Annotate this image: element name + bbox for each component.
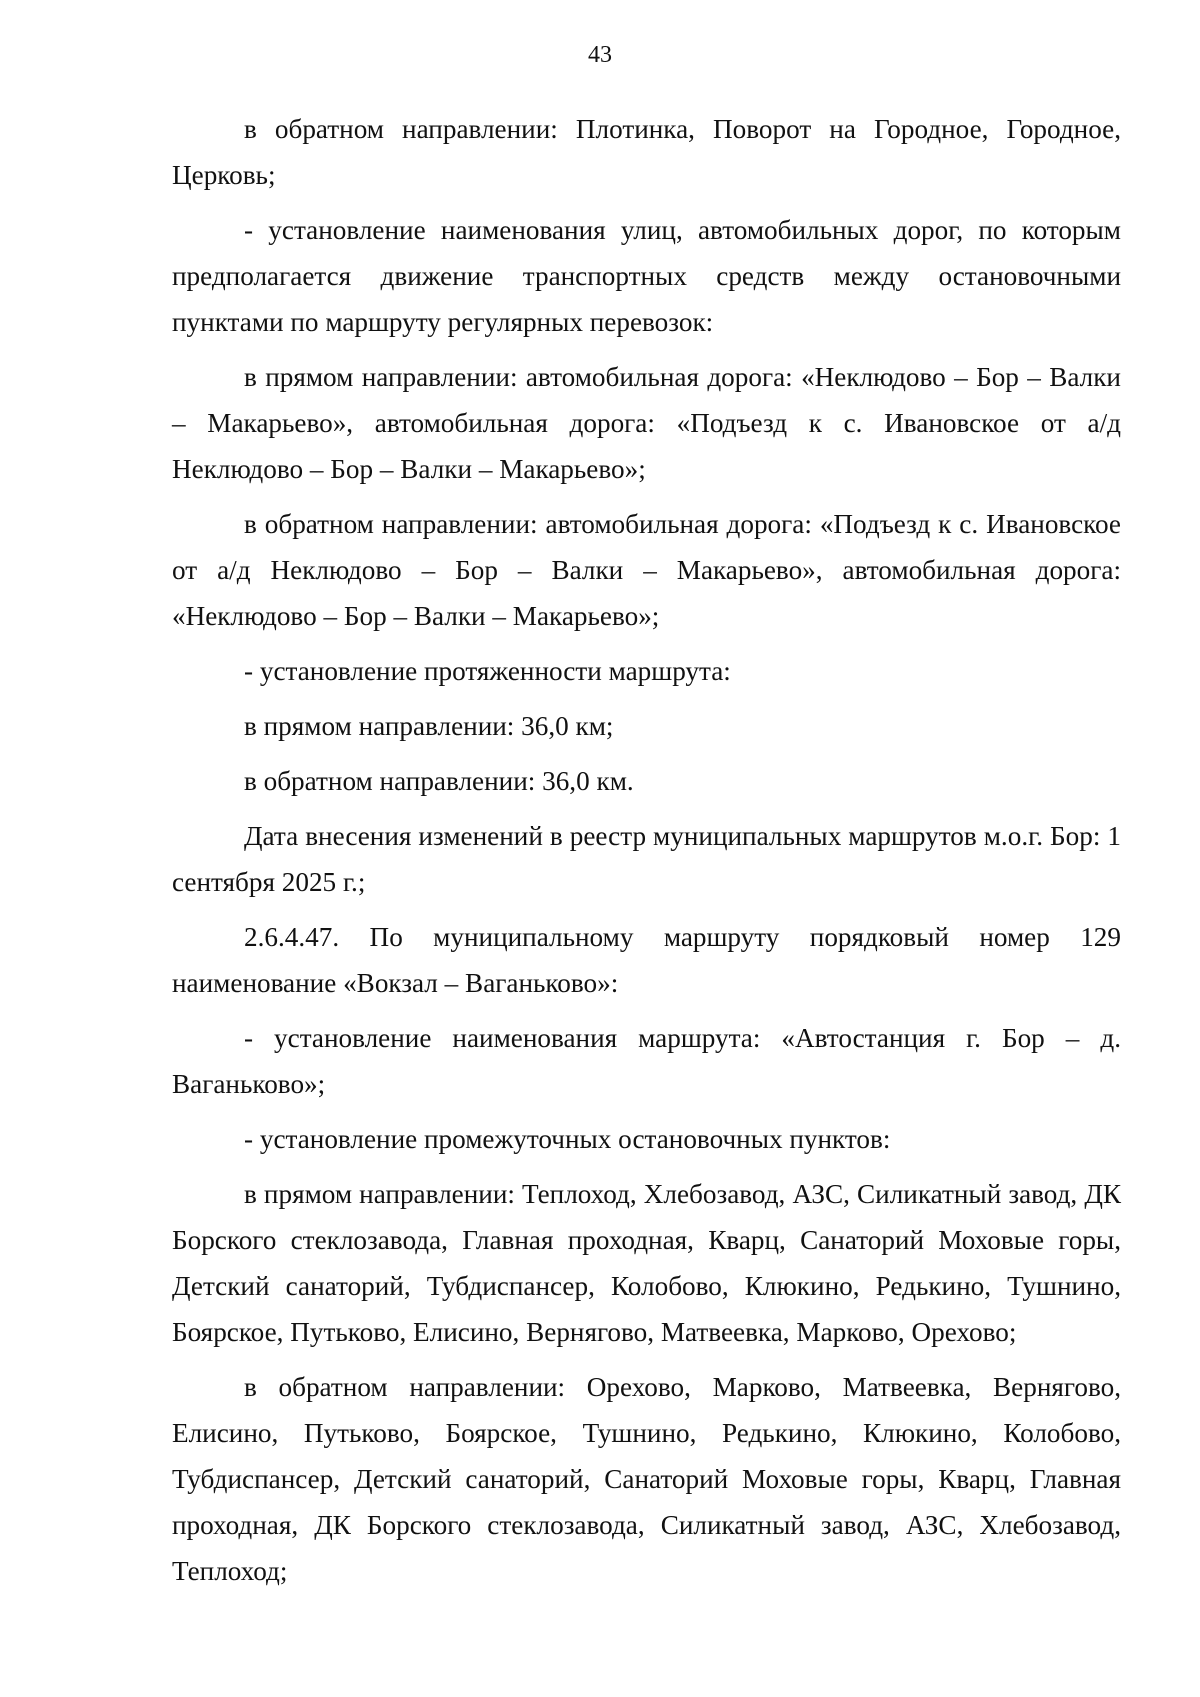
paragraph-roads-reverse: в обратном направлении: автомобильная дорога: «Подъезд к с. Ивановское от а/д Неклюдово – Бор – Валки – Макарьево», автомобильная дорога: «Неклюдово – Бор – Валки – Макарьево»; — [172, 509, 1121, 631]
paragraph-length-heading: - установление протяженности маршрута: — [244, 656, 731, 686]
paragraph-length-reverse: в обратном направлении: 36,0 км. — [244, 766, 634, 796]
document-body — [172, 106, 1121, 1603]
paragraph-stops-forward: в прямом направлении: Теплоход, Хлебозавод, АЗС, Силикатный завод, ДК Борского стеклозавода, Главная проходная, Кварц, Санаторий Моховые горы, Детский санаторий, Тубдиспансер, Колобово, Клюкино, Редькино, Тушнино, Боярское, Путьково, Елисино, Вернягово, Матвеевка, Марково, Орехово; — [172, 1179, 1121, 1347]
paragraph-stops-reverse: в обратном направлении: Орехово, Марково, Матвеевка, Вернягово, Елисино, Путьково, Боярское, Тушнино, Редькино, Клюкино, Колобово, Тубдиспансер, Детский санаторий, Санаторий Моховые горы, Кварц, Главная проходная, ДК Борского стеклозавода, Силикатный завод, АЗС, Хлебозавод, Теплоход; — [172, 1372, 1121, 1586]
paragraph-registry-date: Дата внесения изменений в реестр муниципальных маршрутов м.о.г. Бор: 1 сентября 2025 г.; — [172, 821, 1121, 897]
paragraph-route-129-heading: 2.6.4.47. По муниципальному маршруту порядковый номер 129 наименование «Вокзал – Ваганьково»: — [172, 922, 1121, 998]
paragraph-route-name: - установление наименования маршрута: «Автостанция г. Бор – д. Ваганьково»; — [172, 1023, 1121, 1099]
paragraph-roads-forward: в прямом направлении: автомобильная дорога: «Неклюдово – Бор – Валки – Макарьево», автомобильная дорога: «Подъезд к с. Ивановское от а/д Неклюдово – Бор – Валки – Макарьево»; — [172, 362, 1121, 484]
paragraph-reverse-stops-end: в обратном направлении: Плотинка, Поворот на Городное, Городное, Церковь; — [172, 114, 1121, 190]
page-number: 43 — [588, 42, 612, 68]
paragraph-length-forward: в прямом направлении: 36,0 км; — [244, 711, 614, 741]
paragraph-stops-heading: - установление промежуточных остановочных пунктов: — [244, 1124, 891, 1154]
paragraph-roads-heading: - установление наименования улиц, автомобильных дорог, по которым предполагается движение транспортных средств между остановочными пунктами по маршруту регулярных перевозок: — [172, 215, 1121, 337]
